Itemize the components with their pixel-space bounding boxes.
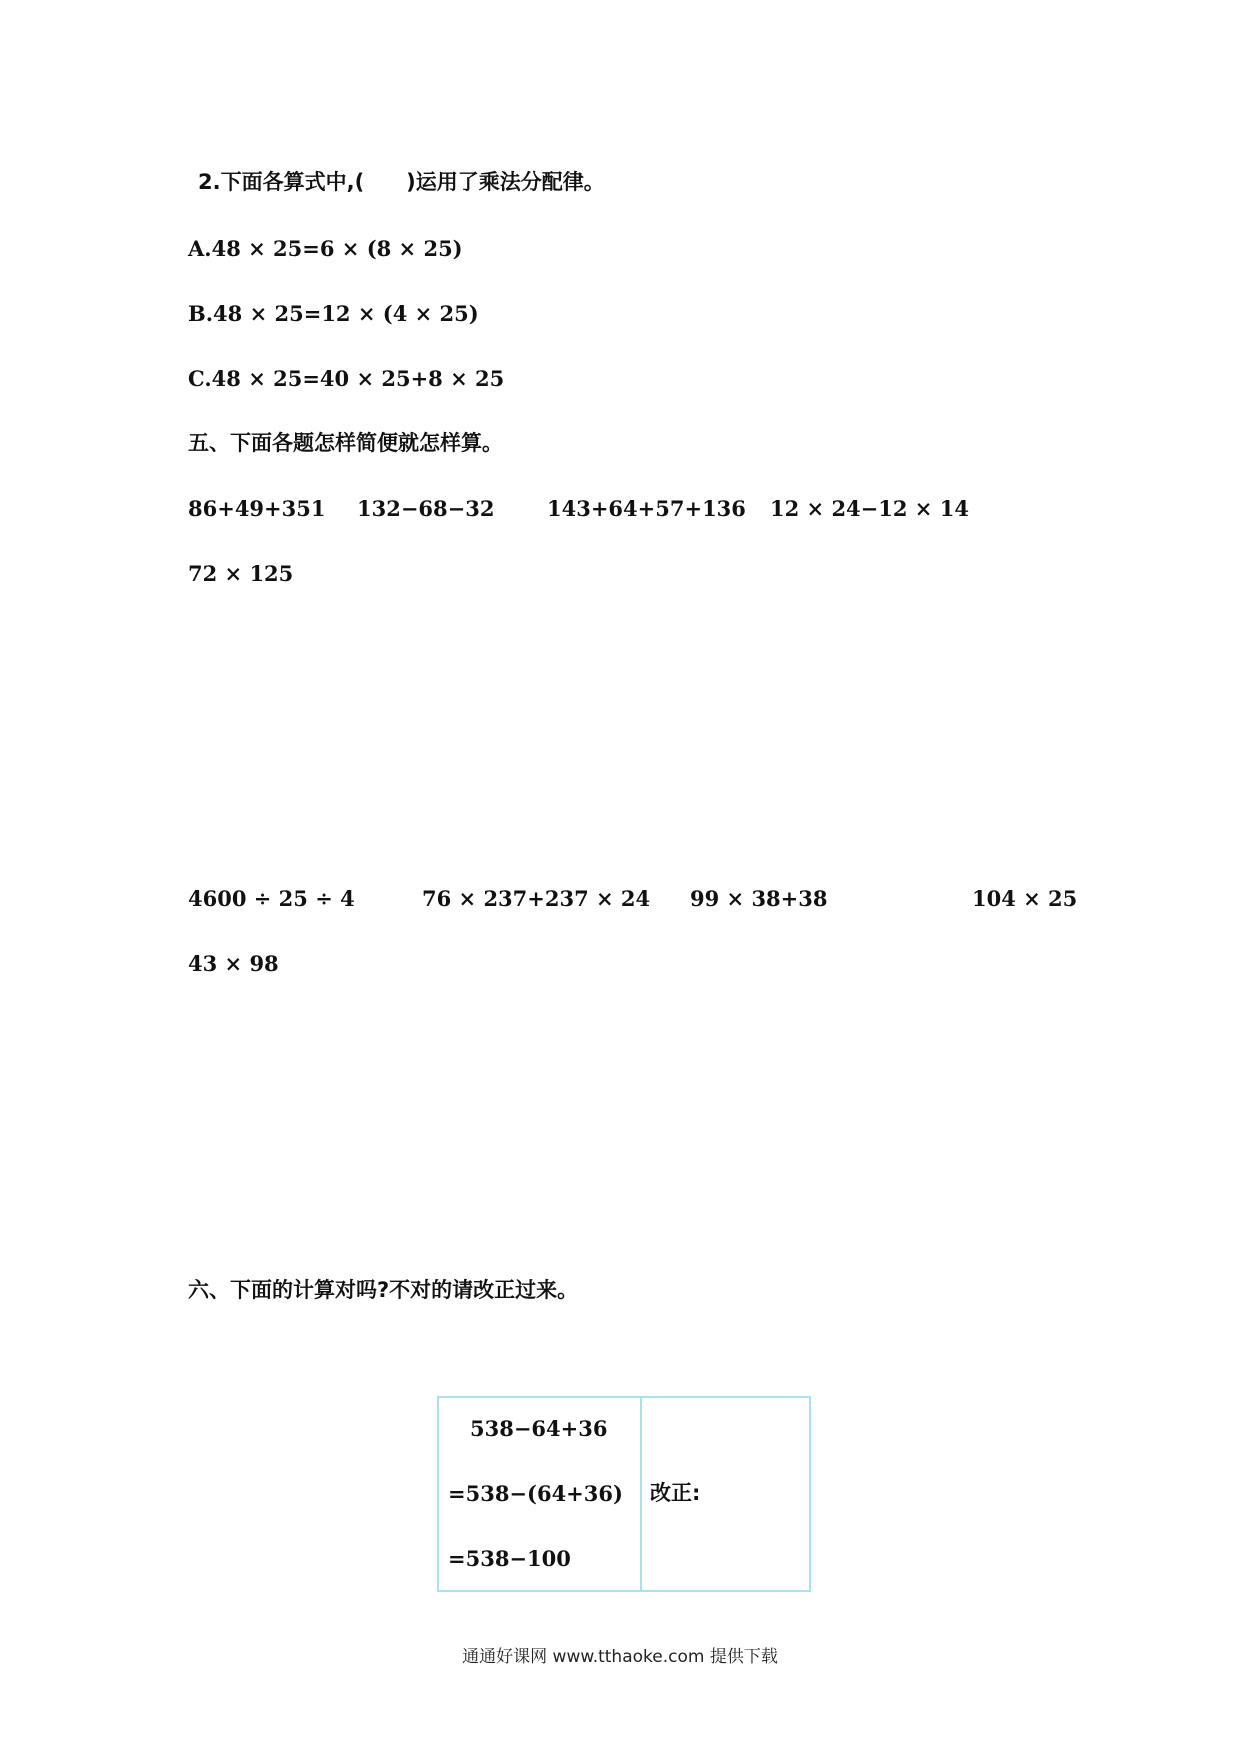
expression: 4600 ÷ 25 ÷ 4: [188, 886, 355, 911]
section-5-title: 五、下面各题怎样简便就怎样算。: [188, 431, 503, 455]
expression: 43 × 98: [188, 951, 279, 976]
expression: 104 × 25: [972, 886, 1078, 911]
table-divider: [640, 1398, 642, 1590]
section-6-title: 六、下面的计算对吗?不对的请改正过来。: [188, 1278, 579, 1302]
expression: 86+49+351: [188, 496, 326, 521]
expression: 132−68−32: [357, 496, 495, 521]
question-2-stem: 2.下面各算式中,( )运用了乘法分配律。: [198, 170, 605, 194]
expression: 143+64+57+136: [547, 496, 746, 521]
option-c: C.48 × 25=40 × 25+8 × 25: [188, 366, 505, 391]
work-line-1: 538−64+36: [470, 1416, 608, 1441]
expression: 76 × 237+237 × 24: [422, 886, 651, 911]
option-b: B.48 × 25=12 × (4 × 25): [188, 301, 479, 326]
option-a: A.48 × 25=6 × (8 × 25): [188, 236, 463, 261]
work-line-3: =538−100: [448, 1546, 571, 1571]
work-line-2: =538−(64+36): [448, 1481, 623, 1506]
expression: 99 × 38+38: [690, 886, 828, 911]
expression: 12 × 24−12 × 14: [770, 496, 969, 521]
footer-watermark: 通通好课网 www.tthaoke.com 提供下载: [462, 1647, 778, 1667]
expression: 72 × 125: [188, 561, 294, 586]
correction-table: [437, 1396, 811, 1592]
correction-label: 改正:: [650, 1481, 701, 1505]
